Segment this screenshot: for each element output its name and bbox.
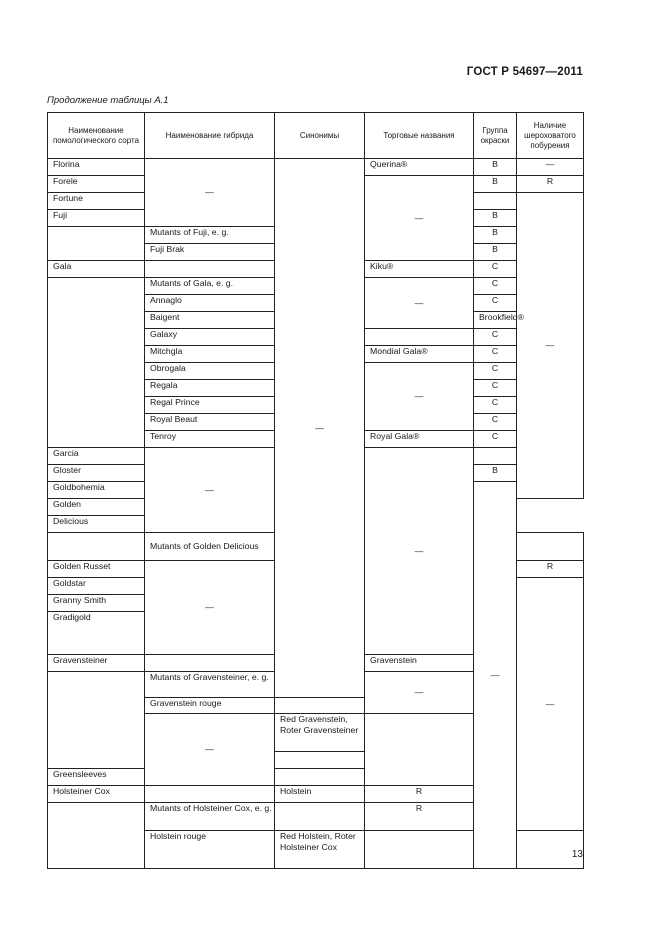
color-group-cell: B (474, 210, 517, 227)
hybrid-cell: Mitchgla (145, 346, 275, 363)
variety-cell: Fortune (48, 193, 145, 210)
hybrid-cell: — (145, 159, 275, 227)
variety-cell (48, 803, 145, 869)
document-standard-number: ГОСТ Р 54697—2011 (466, 66, 583, 78)
trade-name-cell: — (365, 448, 474, 655)
variety-cell: Greensleeves (48, 769, 145, 786)
variety-cell: Gravensteiner (48, 655, 145, 672)
hybrid-cell: Mutants of Golden Delicious (145, 533, 275, 561)
color-group-cell: B (474, 465, 517, 482)
variety-cell (48, 278, 145, 448)
russeting-cell: — (517, 578, 584, 831)
russeting-cell: — (517, 159, 584, 176)
table-header-row (48, 113, 584, 159)
color-group-cell: C (474, 329, 517, 346)
trade-name-cell: Mondial Gala® (365, 346, 474, 363)
variety-cell: Delicious (48, 516, 145, 533)
color-group-cell: C (474, 295, 517, 312)
variety-cell: Gloster (48, 465, 145, 482)
russeting-cell: R (517, 561, 584, 578)
column-header-color-group: Группа окраски (474, 113, 517, 159)
hybrid-cell: Royal Beaut (145, 414, 275, 431)
hybrid-cell: — (145, 714, 275, 786)
color-group-cell: C (474, 346, 517, 363)
color-group-cell (474, 193, 517, 210)
russeting-cell: R (517, 176, 584, 193)
hybrid-cell (145, 261, 275, 278)
variety-cell: Holsteiner Cox (48, 786, 145, 803)
table-row (48, 159, 584, 176)
synonym-cell: — (275, 159, 365, 698)
color-group-cell: C (474, 380, 517, 397)
trade-name-cell: Royal Gala® (365, 431, 474, 448)
page-number: 13 (571, 849, 583, 860)
synonym-cell (275, 769, 365, 786)
hybrid-cell: Fuji Brak (145, 244, 275, 261)
hybrid-cell: Regal Prince (145, 397, 275, 414)
hybrid-cell: — (145, 448, 275, 533)
variety-cell (48, 533, 145, 561)
color-group-cell: B (474, 176, 517, 193)
variety-cell: Goldbohemia (48, 482, 145, 499)
column-header-hybrid: Наименование гибрида (145, 113, 275, 159)
trade-name-cell: — (365, 363, 474, 431)
variety-cell: Gala (48, 261, 145, 278)
variety-cell: Goldstar (48, 578, 145, 595)
variety-cell: Golden Russet (48, 561, 145, 578)
synonym-cell: Holstein (275, 786, 365, 803)
synonym-cell: Red Holstein, Roter Holsteiner Cox (275, 831, 365, 869)
trade-name-cell: — (365, 278, 474, 329)
table-caption: Продолжение таблицы А.1 (47, 95, 169, 106)
variety-cell (48, 672, 145, 769)
color-group-cell: C (474, 261, 517, 278)
variety-cell: Garcia (48, 448, 145, 465)
russeting-cell (517, 533, 584, 561)
variety-cell: Fuji (48, 210, 145, 227)
synonym-cell: Red Gravenstein, Roter Gravensteiner (275, 714, 365, 752)
variety-cell: Golden (48, 499, 145, 516)
apple-varieties-table (47, 112, 584, 869)
column-header-trade-names: Торговые названия (365, 113, 474, 159)
variety-cell: Granny Smith (48, 595, 145, 612)
trade-name-cell: Kiku® (365, 261, 474, 278)
hybrid-cell: Holstein rouge (145, 831, 275, 869)
trade-name-cell (365, 329, 474, 346)
russeting-cell: — (517, 193, 584, 499)
color-group-cell: C (474, 431, 517, 448)
column-header-variety: Наименование помологического сорта (48, 113, 145, 159)
russeting-cell: R (365, 803, 474, 831)
color-group-cell: B (474, 159, 517, 176)
hybrid-cell: Regala (145, 380, 275, 397)
hybrid-cell: Annaglo (145, 295, 275, 312)
color-group-cell: C (474, 363, 517, 380)
trade-name-cell: Querina® (365, 159, 474, 176)
hybrid-cell: Mutants of Gravensteiner, e. g. (145, 672, 275, 698)
color-group-cell: — (474, 482, 517, 869)
color-group-cell: B (474, 227, 517, 244)
color-group-cell: C (474, 397, 517, 414)
synonym-cell: Gravenstein (365, 655, 474, 672)
trade-name-cell: — (365, 176, 474, 261)
hybrid-cell: Gravenstein rouge (145, 698, 275, 714)
hybrid-cell: — (145, 561, 275, 655)
color-group-cell (474, 448, 517, 465)
variety-cell (48, 227, 145, 261)
color-group-cell: B (474, 244, 517, 261)
trade-name-cell: Brookfield® (474, 312, 517, 329)
variety-cell: Forele (48, 176, 145, 193)
column-header-synonyms: Синонимы (275, 113, 365, 159)
hybrid-cell: Mutants of Fuji, e. g. (145, 227, 275, 244)
synonym-cell: — (365, 672, 474, 714)
synonym-cell (275, 752, 365, 769)
variety-cell: Gradigold (48, 612, 145, 655)
hybrid-cell: Galaxy (145, 329, 275, 346)
variety-cell: Florina (48, 159, 145, 176)
hybrid-cell: Mutants of Holsteiner Cox, e. g. (145, 803, 275, 831)
hybrid-cell: Obrogala (145, 363, 275, 380)
synonym-cell (275, 803, 365, 831)
color-group-cell: C (474, 278, 517, 295)
hybrid-cell (145, 655, 275, 672)
russeting-cell: R (365, 786, 474, 803)
color-group-cell: C (474, 414, 517, 431)
trade-name-cell (365, 831, 474, 869)
column-header-russeting: Наличие шероховатого побурения (517, 113, 584, 159)
hybrid-cell: Mutants of Gala, e. g. (145, 278, 275, 295)
hybrid-cell (145, 786, 275, 803)
hybrid-cell: Baigent (145, 312, 275, 329)
hybrid-cell: Tenroy (145, 431, 275, 448)
